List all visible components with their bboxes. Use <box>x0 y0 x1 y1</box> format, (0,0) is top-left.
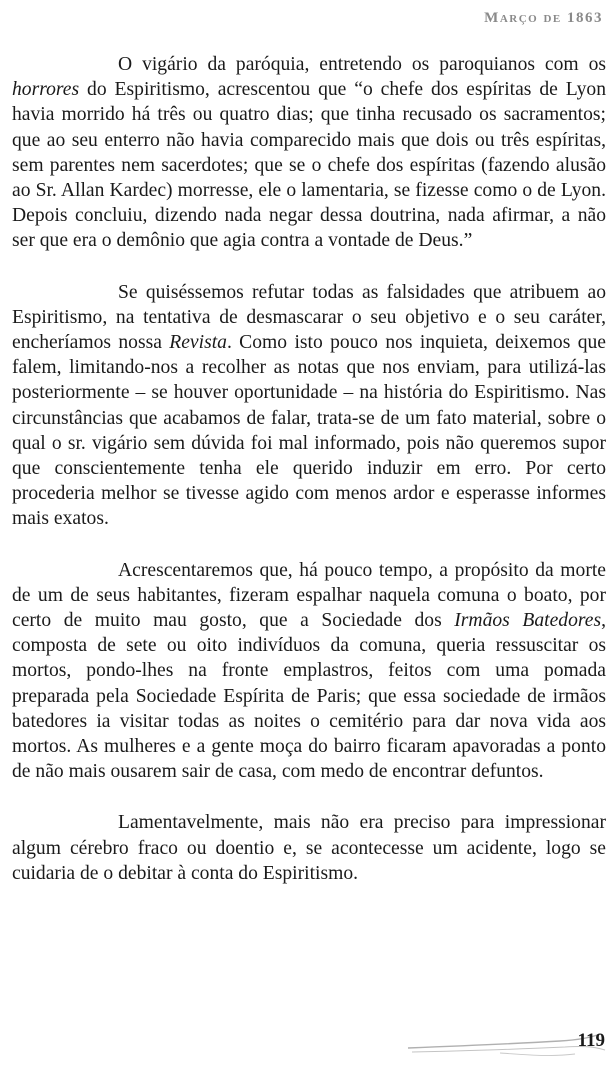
paragraph-1 <box>12 52 606 254</box>
paragraph-4 <box>12 810 606 886</box>
page-body <box>12 52 606 912</box>
paragraph-2-text-a: Se quiséssemos refutar todas as falsidades que atribuem ao Espiritismo, na tentativa de desmascarar o seu objetivo e o seu caráter, encheríamos nossa <box>12 281 606 354</box>
paragraph-3 <box>12 558 606 785</box>
paragraph-2-text-b: . Como isto pouco nos inquieta, deixemos que falem, limitando-nos a recolher as notas que nos enviam, para utilizá-las posteriormente – se houver oportunidade – na história do Espiritismo. Nas circunstâncias que acabamos de falar, trata-se de um fato material, sobre o qual o sr. vigário sem dúvida foi mal informado, pois não queremos supor que conscientemente tenha ele querido induzir em erro. Por certo procederia melhor se tivesse agido com menos ardor e esperasse informes mais exatos. <box>12 332 606 530</box>
paragraph-4-text-a: Lamentavelmente, mais não era preciso para impressionar algum cérebro fraco ou doentio e, se acontecesse um acidente, logo se cuidaria de o debitar à conta do Espiritismo. <box>12 812 606 884</box>
running-header: Março de 1863 <box>484 10 603 26</box>
paragraph-3-text-b: , composta de sete ou oito indivíduos da comuna, queria ressuscitar os mortos, pondo-lhes na fronte emplastros, feitos com uma pomada preparada pela Sociedade Espírita de Paris; que essa sociedade de irmãos batedores ia visitar todas as noites o cemitério para dar nova vida aos mortos. As mulheres e a gente moça do bairro ficaram apavoradas a ponto de não mais ousarem sair de casa, com medo de encontrar defuntos. <box>12 610 606 783</box>
page-number: 119 <box>577 1030 605 1051</box>
page-footer <box>0 1024 615 1064</box>
paragraph-1-text-b: do Espiritismo, acrescentou que “o chefe dos espíritas de Lyon havia morrido há três ou quatro dias; que tinha recusado os sacramentos; que ao seu enterro não havia comparecido mais que dois ou três espíritas, sem parentes nem sacerdotes; que se o chefe dos espíritas (fazendo alusão ao Sr. Allan Kardec) morresse, ele o lamentaria, se fizesse como o de Lyon. Depois concluiu, dizendo nada negar dessa doutrina, nada afirmar, a não ser que era o demônio que agia contra a vontade de Deus.” <box>12 79 606 252</box>
paragraph-2-emphasis: Revista <box>169 332 227 354</box>
paragraph-2 <box>12 280 606 532</box>
paragraph-1-emphasis: horrores <box>12 79 80 101</box>
paragraph-3-text-a: Acrescentaremos que, há pouco tempo, a propósito da morte de um de seus habitantes, fizeram espalhar naquela comuna o boato, por certo de muito mau gosto, que a Sociedade dos <box>12 559 606 632</box>
paragraph-3-emphasis: Irmãos Batedores <box>454 610 602 632</box>
paragraph-1-text-a: O vigário da paróquia, entretendo os paroquianos com os <box>118 54 606 75</box>
